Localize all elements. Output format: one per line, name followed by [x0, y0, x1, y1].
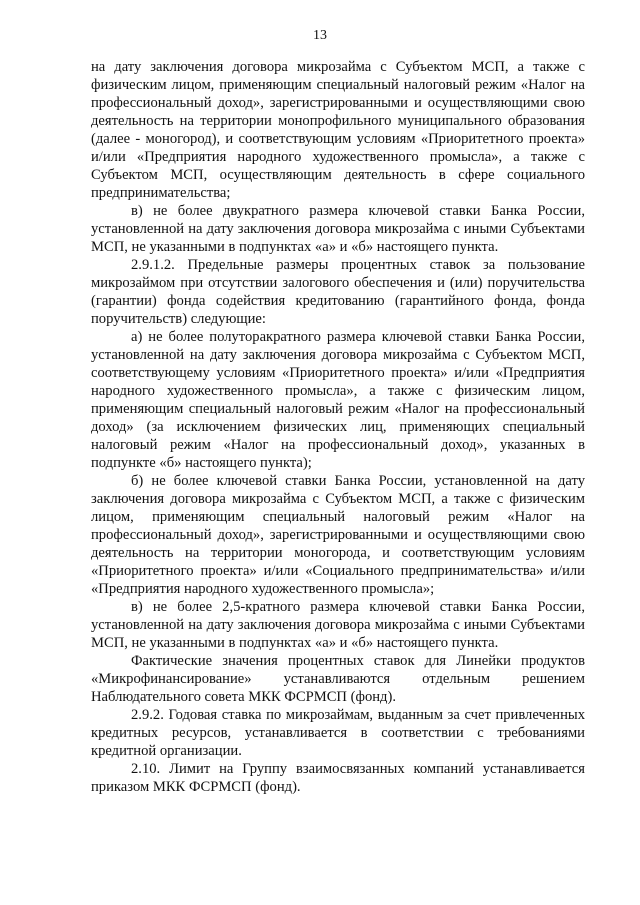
- paragraph-2-9-1-1-v: в) не более двукратного размера ключевой ставки Банка России, установленной на дату заключения договора микрозайма с иными Субъектами МСП, не указанными в подпунктах «а» и «б» настоящего пункта.: [91, 203, 585, 255]
- document-body: [91, 58, 585, 796]
- paragraph-2-10: 2.10. Лимит на Группу взаимосвязанных компаний устанавливается приказом МКК ФСРМСП (фонд).: [91, 761, 585, 795]
- paragraph-actual-rates: Фактические значения процентных ставок для Линейки продуктов «Микрофинансирование» устанавливаются отдельным решением Наблюдательного совета МКК ФСРМСП (фонд).: [91, 653, 585, 705]
- paragraph-2-9-1-2-v: в) не более 2,5-кратного размера ключевой ставки Банка России, установленной на дату заключения договора микрозайма с иными Субъектами МСП, не указанными в подпунктах «а» и «б» настоящего пункта.: [91, 599, 585, 651]
- paragraph-2-9-2: 2.9.2. Годовая ставка по микрозаймам, выданным за счет привлеченных кредитных ресурсов, устанавливается в соответствии с требованиями кредитной организации.: [91, 707, 585, 759]
- paragraph-2-9-1-2-b: б) не более ключевой ставки Банка России, установленной на дату заключения договора микрозайма с Субъектом МСП, а также с физическим лицом, применяющим специальный налоговый режим «Налог на профессиональный доход», зарегистрированными и осуществляющими свою деятельность на территории моногорода, и соответствующим условиям «Приоритетного проекта» и/или «Социального предпринимательства» и/или «Предприятия народного художественного промысла»;: [91, 473, 585, 597]
- page-number: 13: [313, 28, 327, 43]
- paragraph-continuation: на дату заключения договора микрозайма с Субъектом МСП, а также с физическим лицом, применяющим специальный налоговый режим «Налог на профессиональный доход», зарегистрированными и осуществляющими свою деятельность на территории монопрофильного муниципального образования (далее - моногород), и соответствующим условиям «Приоритетного проекта» и/или «Предприятия народного художественного промысла», а также с Субъектом МСП, осуществляющим деятельность в сфере социального предпринимательства;: [91, 59, 585, 201]
- paragraph-2-9-1-2: 2.9.1.2. Предельные размеры процентных ставок за пользование микрозаймом при отсутствии залогового обеспечения и (или) поручительства (гарантии) фонда содействия кредитованию (гарантийного фонда, фонда поручительств) следующие:: [91, 257, 585, 327]
- paragraph-2-9-1-2-a: а) не более полуторакратного размера ключевой ставки Банка России, установленной на дату заключения договора микрозайма с Субъектом МСП, соответствующему условиям «Приоритетного проекта» и/или «Предприятия народного художественного промысла», а также с физическим лицом, применяющим специальный налоговый режим «Налог на профессиональный доход» (за исключением физических лиц, применяющих специальный налоговый режим «Налог на профессиональный доход», указанных в подпункте «б» настоящего пункта);: [91, 329, 585, 471]
